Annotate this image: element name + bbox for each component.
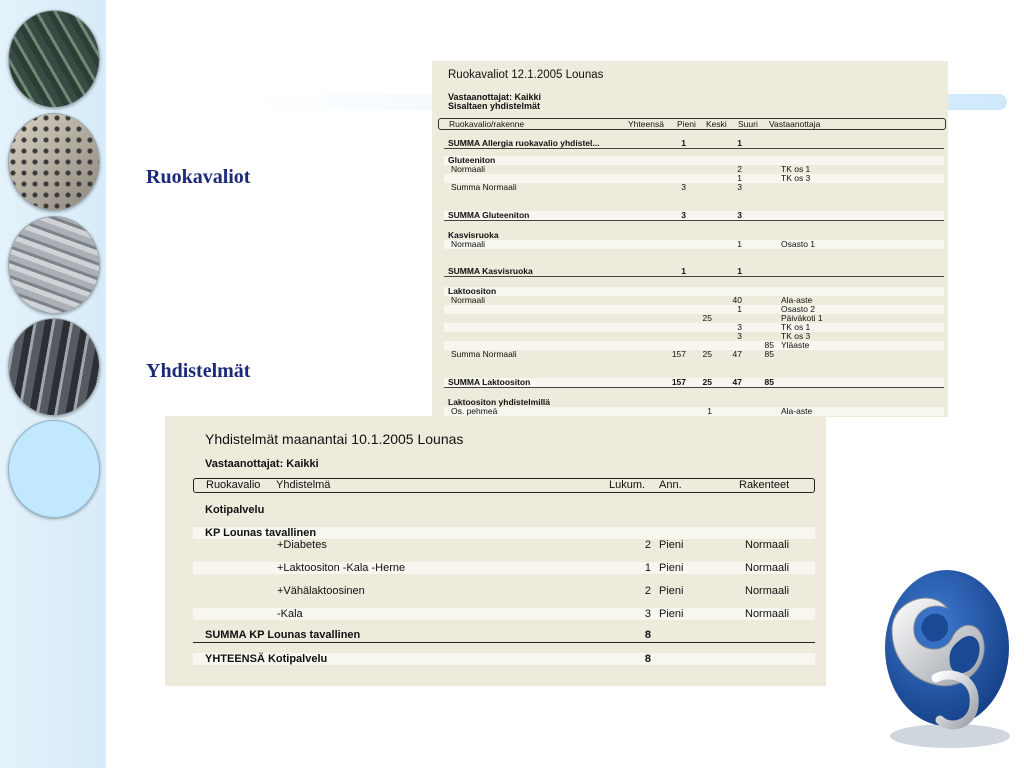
row-keski: 3 (737, 210, 742, 220)
row-vastaanottaja: TK os 3 (781, 331, 811, 341)
table-row (444, 296, 944, 305)
row-rakenteet: Normaali (745, 562, 790, 574)
row-pieni: 25 (702, 313, 712, 323)
row-vastaanottaja: TK os 3 (781, 173, 811, 183)
row-pieni: 1 (707, 406, 712, 416)
row-yhteensa: 3 (681, 182, 686, 192)
row-rakenteet: Normaali (745, 585, 790, 597)
row-vastaanottaja: Osasto 1 (781, 239, 816, 249)
heading-yhdistelmat: Yhdistelmät (146, 360, 251, 382)
row-label: Normaali (451, 164, 486, 174)
blank-circle-icon (8, 420, 100, 518)
table-row (444, 183, 944, 192)
row-vastaanottaja: TK os 1 (781, 322, 811, 332)
table-row (444, 139, 944, 149)
row-label: YHTEENSÄ Kotipalvelu (205, 653, 328, 665)
row-label: Kotipalvelu (205, 504, 265, 516)
row-vastaanottaja: Ala-aste (781, 295, 813, 305)
table-row (444, 398, 944, 407)
table-row (444, 287, 944, 296)
table-row (193, 539, 815, 551)
row-keski: 47 (732, 377, 742, 387)
row-vastaanottaja: Osasto 2 (781, 304, 816, 314)
table-row (444, 211, 944, 221)
row-yhteensa: 1 (681, 138, 686, 148)
col-ruokavalio: Ruokavalio/rakenne (449, 119, 525, 129)
col-pieni: Pieni (677, 119, 696, 129)
table-row (444, 305, 944, 314)
row-yhteensa: 3 (681, 210, 686, 220)
row-label: Kasvisruoka (448, 230, 499, 240)
row-label: +Vähälaktoosinen (277, 585, 365, 597)
col-yhteensa: Yhteensä (628, 119, 664, 129)
row-vastaanottaja: Päiväkoti 1 (781, 313, 823, 323)
row-label: Normaali (451, 239, 486, 249)
row-rakenteet: Normaali (745, 608, 790, 620)
row-lukum: 1 (644, 562, 651, 574)
row-label: -Kala (277, 608, 303, 620)
row-pieni: 25 (702, 377, 712, 387)
table-row (444, 350, 944, 359)
col-yhdistelma: Yhdistelmä (276, 479, 331, 491)
company-logo-icon (852, 560, 1022, 760)
table-row (444, 174, 944, 183)
row-suuri: 85 (764, 377, 774, 387)
col-ruokavalio: Ruokavalio (206, 479, 261, 491)
row-lukum: 2 (644, 539, 651, 551)
industrial-grill-photo-icon (8, 216, 100, 314)
row-annos: Pieni (659, 585, 684, 597)
row-label: SUMMA KP Lounas tavallinen (205, 629, 361, 641)
row-label: +Laktoositon -Kala -Herne (277, 562, 406, 574)
table-row (444, 231, 944, 240)
row-keski: 3 (737, 331, 742, 341)
row-keski: 2 (737, 164, 742, 174)
row-label: SUMMA Laktoositon (448, 377, 531, 387)
forks-photo-icon (8, 318, 100, 416)
row-lukum: 3 (644, 608, 651, 620)
row-annos: Pieni (659, 539, 684, 551)
col-rakenteet: Rakenteet (739, 479, 790, 491)
report2-recipients: Vastaanottajat: Kaikki (205, 458, 319, 470)
row-label: Laktoositon yhdistelmillä (448, 397, 551, 407)
row-label: Normaali (451, 295, 486, 305)
col-lukum: Lukum. (609, 479, 646, 491)
row-keski: 1 (737, 266, 742, 276)
table-row (444, 165, 944, 174)
col-keski: Keski (706, 119, 727, 129)
table-row (444, 323, 944, 332)
row-vastaanottaja: Ala-aste (781, 406, 813, 416)
row-label: +Diabetes (277, 539, 327, 551)
row-vastaanottaja: TK os 1 (781, 164, 811, 174)
row-label: Laktoositon (448, 286, 497, 296)
table-row (193, 585, 815, 597)
row-keski: 40 (732, 295, 742, 305)
report2-title: Yhdistelmät maanantai 10.1.2005 Lounas (205, 431, 464, 447)
row-vastaanottaja: Yläaste (781, 340, 810, 350)
perforated-metal-photo-icon (8, 113, 100, 211)
col-ann: Ann. (659, 479, 682, 491)
table-row (444, 156, 944, 165)
table-row (193, 629, 815, 643)
row-label: SUMMA Allergia ruokavalio yhdistel... (448, 138, 600, 148)
row-keski: 1 (737, 239, 742, 249)
row-label: Gluteeniton (448, 155, 496, 165)
row-keski: 1 (737, 138, 742, 148)
row-yhteensa: 157 (671, 349, 686, 359)
table-row (444, 240, 944, 249)
row-rakenteet: Normaali (745, 539, 790, 551)
row-keski: 1 (737, 173, 742, 183)
row-yhteensa: 157 (671, 377, 686, 387)
row-suuri: 85 (764, 340, 774, 350)
row-suuri: 85 (764, 349, 774, 359)
table-row (193, 653, 815, 665)
col-vastaanottaja: Vastaanottaja (769, 119, 821, 129)
report2-column-header (193, 478, 815, 493)
circuit-board-photo-icon (8, 10, 100, 108)
row-keski: 47 (732, 349, 742, 359)
table-row (193, 527, 815, 539)
table-row (444, 267, 944, 277)
table-row (193, 504, 815, 516)
row-lukum: 8 (644, 653, 651, 665)
row-label: Summa Normaali (451, 182, 517, 192)
row-keski: 3 (737, 182, 742, 192)
report-column-header (438, 118, 946, 130)
report-recipients: Vastaanottajat: Kaikki (448, 92, 542, 102)
row-lukum: 8 (644, 629, 651, 641)
table-row (193, 608, 815, 620)
report-title: Ruokavaliot 12.1.2005 Lounas (448, 69, 604, 81)
row-annos: Pieni (659, 608, 684, 620)
row-annos: Pieni (659, 562, 684, 574)
table-row (444, 407, 944, 416)
row-lukum: 2 (644, 585, 651, 597)
report-includes-note: Sisaltaen yhdistelmät (448, 101, 541, 111)
table-row (444, 332, 944, 341)
row-keski: 3 (737, 322, 742, 332)
row-keski: 1 (737, 304, 742, 314)
table-row (444, 378, 944, 388)
row-label: KP Lounas tavallinen (205, 527, 317, 539)
row-yhteensa: 1 (681, 266, 686, 276)
table-row (193, 562, 815, 574)
row-label: SUMMA Gluteeniton (448, 210, 530, 220)
row-label: Summa Normaali (451, 349, 517, 359)
row-pieni: 25 (702, 349, 712, 359)
row-label: Os. pehmeä (451, 406, 498, 416)
table-row (444, 314, 944, 323)
table-row (444, 341, 944, 350)
row-label: SUMMA Kasvisruoka (448, 266, 533, 276)
yhdistelmat-report-screenshot (165, 416, 826, 686)
col-suuri: Suuri (738, 119, 758, 129)
ruokavaliot-report-screenshot (432, 61, 948, 417)
heading-ruokavaliot: Ruokavaliot (146, 166, 251, 188)
